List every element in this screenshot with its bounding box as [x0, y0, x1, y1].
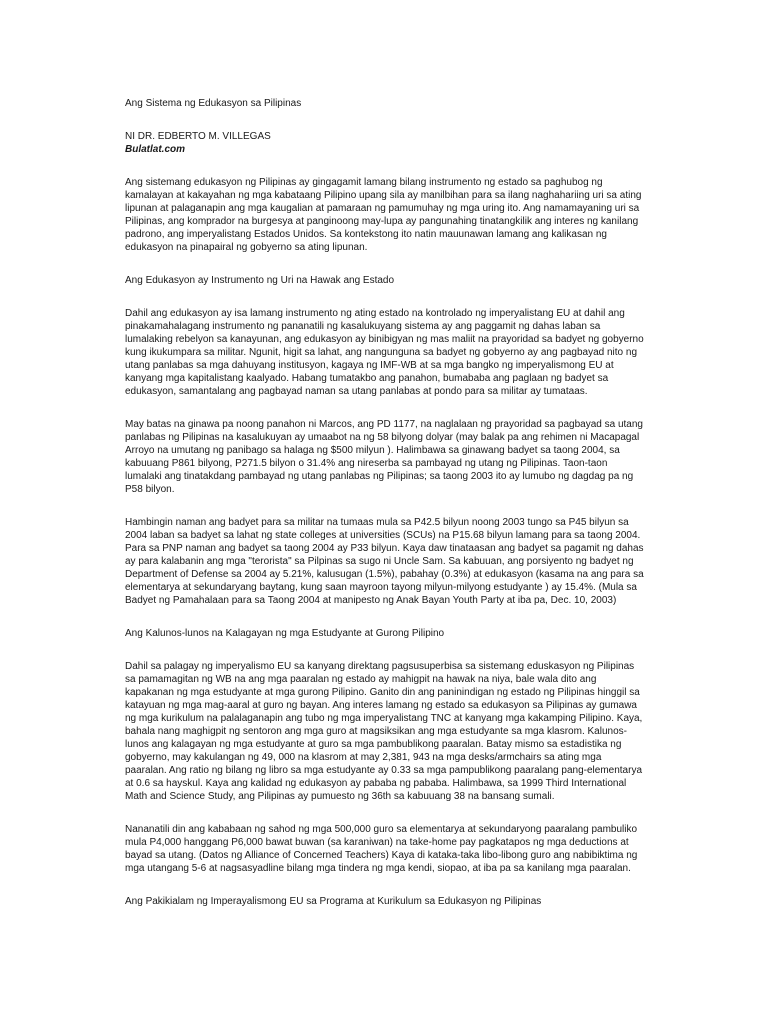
section1-paragraph-1: Dahil ang edukasyon ay isa lamang instrumento ng ating estado na kontrolado ng imperyalistang EU at dahil ang pinakamahalagang instrumento ng pananatili ng kasalukuyang sistema ay ang paggamit ng dahas laban sa lumalaking rebelyon sa kanayunan, ang edukasyon ay binibigyan ng mas maliit na prayoridad sa badyet ng gobyerno kung ikukumpara sa militar. Ngunit, higit sa lahat, ang nangunguna sa badyet ng gobyerno ay ang pagbayad nito ng utang panlabas sa mga dahuyang institusyon, kagaya ng IMF-WB at sa mga bangko ng imperyalismong EU at kanyang mga kapitalistang kaalyado. Habang tumatakbo ang panahon, bumababa ang paglaan ng badyet sa edukasyon, samantalang ang pagbayad naman sa utang panlabas at pondo para sa militar ay tumataas. [125, 308, 644, 397]
section-title-3: Ang Pakikialam ng Imperayalismong EU sa Programa at Kurikulum sa Edukasyon ng Pilipinas [125, 896, 542, 907]
section-title-1: Ang Edukasyon ay Instrumento ng Uri na Hawak ang Estado [125, 275, 395, 286]
section1-paragraph-2: May batas na ginawa pa noong panahon ni Marcos, ang PD 1177, na naglalaan ng prayoridad sa pagbayad sa utang panlabas ng Pilipinas na kasalukuyan ay umaabot na ng 58 bilyong dolyar (may balak pa ang rehimen ni Macapagal Arroyo na umutang ng panibago sa halaga ng $500 milyun ). Halimbawa sa ginawang badyet sa taong 2004, sa kabuuang P861 bilyong, P271.5 bilyon o 31.4% ang nireserba sa pambayad ng utang ng Pilipinas. Taon-taon lumalaki ang tinatakdang pambayad ng utang panlabas ng Pilipinas; sa taong 2003 ito ay lumubo ng dagdag pa ng P58 bilyon. [125, 419, 643, 495]
article-title: Ang Sistema ng Edukasyon sa Pilipinas [125, 98, 302, 109]
article-source: Bulatlat.com [125, 144, 186, 155]
section2-paragraph-2: Nananatili din ang kababaan ng sahod ng mga 500,000 guro sa elementarya at sekundaryong paaralang pambuliko mula P4,000 hanggang P6,000 bawat buwan (sa karaniwan) na take-home pay pagkatapos ng mga deductions at bayad sa utang. (Datos ng Alliance of Concerned Teachers) Kaya di kataka-taka libo-libong guro ang nabibiktima ng mga utangang 5-6 at nagsasyadline bilang mga tindera ng mga kendi, siopao, at iba pa sa kanilang mga paaralan. [125, 824, 638, 874]
section1-paragraph-3: Hambingin naman ang badyet para sa militar na tumaas mula sa P42.5 bilyun noong 2003 tungo sa P45 bilyun sa 2004 laban sa badyet sa lahat ng state colleges at universities (SCUs) na P15.68 bilyun lamang para sa taong 2004. Para sa PNP naman ang badyet sa taong 2004 ay P33 bilyun. Kaya daw tinataasan ang badyet sa pagamit ng dahas ay para kalabanin ang mga "terorista" sa Pilpinas sa sugo ni Uncle Sam. Sa kabuuan, ang porsiyento ng badyet ng Department of Defense sa 2004 ay 5.21%, kalusugan (1.5%), pabahay (0.3%) at edukasyon (kasama na ang para sa elementarya at sekundaryang baytang, kung saan mayroon tayong milyun-milyong estudyante ) ay 15.4%. (Mula sa Badyet ng Pamahalaan para sa Taong 2004 at manipesto ng Anak Bayan Youth Party at iba pa, Dec. 10, 2003) [125, 517, 644, 606]
section2-paragraph-1: Dahil sa palagay ng imperyalismo EU sa kanyang direktang pagsusuperbisa sa sistemang eduskasyon ng Pilipinas sa pamamagitan ng WB na ang mga paaralan ng estado ay mahigpit na hawak na niya, bale wala dito ang kapakanan ng mga estudyante at mga gurong Pilipino. Ganito din ang paninindigan ng estado ng Pilipinas hinggil sa katayuan ng mga mag-aaral at guro ng bayan. Ang interes lamang ng estado sa edukasyon sa Pilipinas ay gumawa ng mga kurikulum na palalaganapin ang tubo ng mga imperyalistang TNC at kanyang mga kakamping Pilipino. Kaya, bahala nang maghigpit ng sentoron ang mga guro at magsiksikan ang mga estudyante sa mga klasrom. Kalunos-lunos ang kalagayan ng mga estudyante at guro sa mga pambublikong paaralan. Batay mismo sa estadistika ng gobyerno, may kakulangan ng 49, 000 na klasrom at may 2,381, 943 na mga desks/armchairs sa ating mga paaralan. Ang ratio ng bilang ng libro sa mga estudyante ay 0.33 sa mga pampublikong paaralang pang-elementarya at 0.6 sa hayskul. Kaya ang kalidad ng edukasyon ay pababa ng pababa. Halimbawa, sa 1999 Third International Math and Science Study, ang Pilipinas ay pumuesto ng 36th sa kabuuang 38 na bansang sumali. [125, 661, 643, 802]
article-author: NI DR. EDBERTO M. VILLEGAS [125, 131, 271, 142]
intro-paragraph: Ang sistemang edukasyon ng Pilipinas ay gingagamit lamang bilang instrumento ng estado sa paghubog ng kamalayan at kakayahan ng mga kabataang Pilipino upang sila ay manilbihan para sa ilang naghahariing uri sa ating lipunan at palaganapin ang mga kaugalian at pamaraan ng pamumuhay ng mga uring ito. Ang namamayaning uri sa Pilipinas, ang komprador na burgesya at panginoong may-lupa ay pangunahing tinatangkilik ang interes ng kanilang padrono, ang imperyalistang Estados Unidos. Sa kontekstong ito natin mauunawan lamang ang kalikasan ng edukasyon na pinapairal ng gobyerno sa ating lipunan. [125, 177, 642, 253]
article-body [125, 97, 645, 908]
section-title-2: Ang Kalunos-lunos na Kalagayan ng mga Estudyante at Gurong Pilipino [125, 628, 445, 639]
